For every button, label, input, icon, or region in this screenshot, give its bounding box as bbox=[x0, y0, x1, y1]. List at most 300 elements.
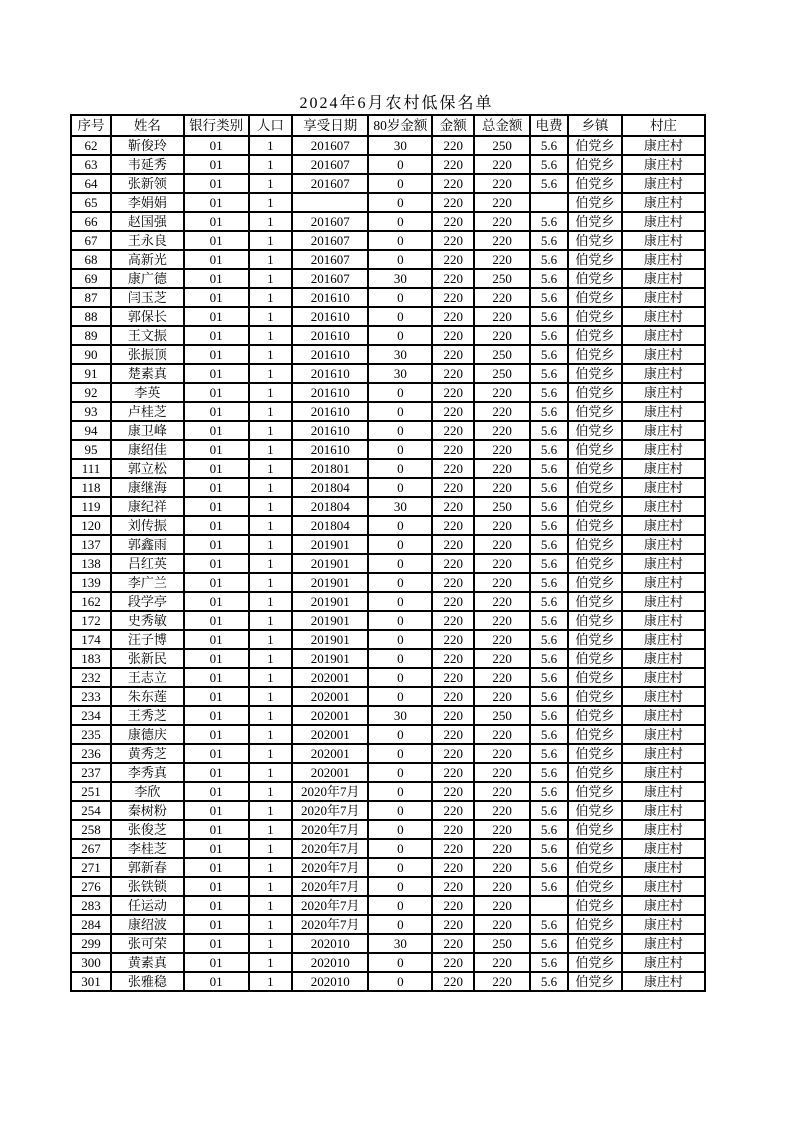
table-row bbox=[71, 459, 705, 478]
table-cell: 5.6 bbox=[530, 573, 568, 592]
table-cell: 1 bbox=[249, 839, 293, 858]
table-cell: 康庄村 bbox=[622, 288, 705, 307]
table-cell: 01 bbox=[184, 459, 249, 478]
table-cell: 1 bbox=[249, 953, 293, 972]
table-cell: 139 bbox=[71, 573, 111, 592]
table-cell: 201610 bbox=[292, 383, 368, 402]
table-cell: 5.6 bbox=[530, 877, 568, 896]
table-cell: 1 bbox=[249, 763, 293, 782]
table-cell: 220 bbox=[474, 554, 530, 573]
table-cell: 王志立 bbox=[111, 668, 184, 687]
table-cell: 271 bbox=[71, 858, 111, 877]
table-cell: 202001 bbox=[292, 706, 368, 725]
table-cell: 康庄村 bbox=[622, 155, 705, 174]
table-cell: 220 bbox=[432, 630, 474, 649]
table-cell: 1 bbox=[249, 307, 293, 326]
table-cell: 黄秀芝 bbox=[111, 744, 184, 763]
table-cell: 康庄村 bbox=[622, 896, 705, 915]
table-cell: 220 bbox=[432, 820, 474, 839]
table-cell: 01 bbox=[184, 326, 249, 345]
column-header: 总金额 bbox=[474, 115, 530, 136]
table-cell: 201607 bbox=[292, 136, 368, 155]
table-cell: 220 bbox=[474, 383, 530, 402]
table-cell: 220 bbox=[432, 896, 474, 915]
table-cell: 220 bbox=[474, 820, 530, 839]
table-cell bbox=[530, 896, 568, 915]
table-cell: 220 bbox=[432, 440, 474, 459]
table-cell: 伯党乡 bbox=[568, 573, 622, 592]
table-cell: 0 bbox=[368, 972, 432, 991]
table-cell: 0 bbox=[368, 839, 432, 858]
table-cell: 5.6 bbox=[530, 459, 568, 478]
table-cell: 250 bbox=[474, 136, 530, 155]
table-cell: 0 bbox=[368, 250, 432, 269]
table-cell: 1 bbox=[249, 193, 293, 212]
table-cell: 5.6 bbox=[530, 421, 568, 440]
table-cell: 01 bbox=[184, 155, 249, 174]
table-cell: 254 bbox=[71, 801, 111, 820]
table-cell: 202001 bbox=[292, 744, 368, 763]
table-cell: 伯党乡 bbox=[568, 307, 622, 326]
table-cell: 5.6 bbox=[530, 972, 568, 991]
table-cell: 1 bbox=[249, 706, 293, 725]
table-cell: 伯党乡 bbox=[568, 687, 622, 706]
table-cell: 伯党乡 bbox=[568, 896, 622, 915]
table-cell: 201607 bbox=[292, 231, 368, 250]
table-cell: 5.6 bbox=[530, 174, 568, 193]
table-row bbox=[71, 364, 705, 383]
table-cell: 0 bbox=[368, 155, 432, 174]
welfare-roster-table bbox=[70, 114, 706, 992]
table-cell: 0 bbox=[368, 516, 432, 535]
table-row bbox=[71, 706, 705, 725]
table-cell: 1 bbox=[249, 668, 293, 687]
table-cell: 伯党乡 bbox=[568, 440, 622, 459]
table-cell: 康庄村 bbox=[622, 839, 705, 858]
table-cell: 220 bbox=[474, 516, 530, 535]
table-cell: 楚素真 bbox=[111, 364, 184, 383]
table-cell: 1 bbox=[249, 326, 293, 345]
table-cell: 201610 bbox=[292, 421, 368, 440]
table-cell: 30 bbox=[368, 345, 432, 364]
table-cell: 康卫峰 bbox=[111, 421, 184, 440]
table-cell: 康庄村 bbox=[622, 668, 705, 687]
table-cell: 0 bbox=[368, 326, 432, 345]
table-cell: 220 bbox=[432, 459, 474, 478]
table-cell: 段学亭 bbox=[111, 592, 184, 611]
table-cell: 01 bbox=[184, 953, 249, 972]
table-cell: 2020年7月 bbox=[292, 877, 368, 896]
table-cell: 220 bbox=[432, 383, 474, 402]
table-cell: 220 bbox=[432, 858, 474, 877]
table-cell: 201607 bbox=[292, 155, 368, 174]
table-cell: 202001 bbox=[292, 668, 368, 687]
table-cell: 5.6 bbox=[530, 630, 568, 649]
table-cell: 伯党乡 bbox=[568, 592, 622, 611]
table-cell: 1 bbox=[249, 231, 293, 250]
table-cell: 220 bbox=[432, 744, 474, 763]
table-cell: 201804 bbox=[292, 497, 368, 516]
table-cell: 康庄村 bbox=[622, 611, 705, 630]
table-cell: 220 bbox=[474, 896, 530, 915]
table-cell: 88 bbox=[71, 307, 111, 326]
table-cell: 201901 bbox=[292, 592, 368, 611]
table-row bbox=[71, 630, 705, 649]
table-cell: 康庄村 bbox=[622, 364, 705, 383]
table-cell: 0 bbox=[368, 953, 432, 972]
table-cell: 伯党乡 bbox=[568, 611, 622, 630]
table-cell: 5.6 bbox=[530, 212, 568, 231]
table-cell: 267 bbox=[71, 839, 111, 858]
table-cell: 0 bbox=[368, 896, 432, 915]
table-cell: 01 bbox=[184, 193, 249, 212]
table-cell: 62 bbox=[71, 136, 111, 155]
table-cell: 康庄村 bbox=[622, 820, 705, 839]
table-cell: 5.6 bbox=[530, 668, 568, 687]
table-cell: 康庄村 bbox=[622, 212, 705, 231]
column-header: 序号 bbox=[71, 115, 111, 136]
table-cell: 5.6 bbox=[530, 611, 568, 630]
table-cell: 250 bbox=[474, 364, 530, 383]
table-cell: 伯党乡 bbox=[568, 155, 622, 174]
table-cell: 201901 bbox=[292, 573, 368, 592]
table-cell: 300 bbox=[71, 953, 111, 972]
table-cell: 201901 bbox=[292, 535, 368, 554]
table-cell: 5.6 bbox=[530, 326, 568, 345]
table-cell: 1 bbox=[249, 478, 293, 497]
table-cell: 220 bbox=[474, 592, 530, 611]
table-cell: 64 bbox=[71, 174, 111, 193]
table-cell: 201610 bbox=[292, 307, 368, 326]
table-cell: 康庄村 bbox=[622, 497, 705, 516]
table-cell: 郭保长 bbox=[111, 307, 184, 326]
table-cell: 1 bbox=[249, 649, 293, 668]
table-cell: 1 bbox=[249, 136, 293, 155]
table-row bbox=[71, 668, 705, 687]
table-cell: 220 bbox=[474, 421, 530, 440]
table-cell: 康绍佳 bbox=[111, 440, 184, 459]
table-cell: 1 bbox=[249, 459, 293, 478]
table-cell: 5.6 bbox=[530, 231, 568, 250]
table-row bbox=[71, 535, 705, 554]
table-cell: 174 bbox=[71, 630, 111, 649]
table-cell: 284 bbox=[71, 915, 111, 934]
table-cell: 220 bbox=[474, 611, 530, 630]
table-cell: 01 bbox=[184, 972, 249, 991]
table-cell: 康庄村 bbox=[622, 934, 705, 953]
table-cell: 康庄村 bbox=[622, 250, 705, 269]
table-cell: 郭鑫雨 bbox=[111, 535, 184, 554]
table-cell: 250 bbox=[474, 934, 530, 953]
table-cell: 220 bbox=[432, 706, 474, 725]
table-cell: 01 bbox=[184, 839, 249, 858]
table-cell: 1 bbox=[249, 801, 293, 820]
table-cell: 220 bbox=[474, 763, 530, 782]
table-cell: 5.6 bbox=[530, 839, 568, 858]
table-cell: 92 bbox=[71, 383, 111, 402]
table-cell: 康庄村 bbox=[622, 725, 705, 744]
table-cell: 01 bbox=[184, 725, 249, 744]
table-cell: 康庄村 bbox=[622, 421, 705, 440]
table-cell: 0 bbox=[368, 820, 432, 839]
table-cell: 5.6 bbox=[530, 288, 568, 307]
column-header: 80岁金额 bbox=[368, 115, 432, 136]
table-cell: 1 bbox=[249, 934, 293, 953]
table-cell: 伯党乡 bbox=[568, 554, 622, 573]
table-cell: 0 bbox=[368, 611, 432, 630]
table-cell: 康纪祥 bbox=[111, 497, 184, 516]
table-cell: 0 bbox=[368, 801, 432, 820]
table-cell: 5.6 bbox=[530, 497, 568, 516]
table-cell: 120 bbox=[71, 516, 111, 535]
table-cell: 康庄村 bbox=[622, 763, 705, 782]
column-header: 金额 bbox=[432, 115, 474, 136]
table-cell: 202010 bbox=[292, 972, 368, 991]
table-cell: 01 bbox=[184, 440, 249, 459]
table-cell: 220 bbox=[432, 136, 474, 155]
table-cell: 5.6 bbox=[530, 953, 568, 972]
table-cell: 康庄村 bbox=[622, 383, 705, 402]
table-cell: 283 bbox=[71, 896, 111, 915]
table-cell: 250 bbox=[474, 345, 530, 364]
table-cell: 119 bbox=[71, 497, 111, 516]
table-cell: 89 bbox=[71, 326, 111, 345]
table-cell: 220 bbox=[432, 269, 474, 288]
table-cell: 01 bbox=[184, 744, 249, 763]
table-row bbox=[71, 858, 705, 877]
table-cell: 康庄村 bbox=[622, 535, 705, 554]
table-cell: 汪子博 bbox=[111, 630, 184, 649]
table-cell: 康庄村 bbox=[622, 687, 705, 706]
table-cell: 康庄村 bbox=[622, 269, 705, 288]
column-header: 电费 bbox=[530, 115, 568, 136]
table-cell: 康庄村 bbox=[622, 478, 705, 497]
table-row bbox=[71, 402, 705, 421]
table-cell: 1 bbox=[249, 744, 293, 763]
table-cell: 康庄村 bbox=[622, 459, 705, 478]
table-cell: 201610 bbox=[292, 402, 368, 421]
table-cell: 伯党乡 bbox=[568, 231, 622, 250]
table-cell: 234 bbox=[71, 706, 111, 725]
table-cell: 220 bbox=[474, 915, 530, 934]
table-cell: 68 bbox=[71, 250, 111, 269]
table-cell: 1 bbox=[249, 725, 293, 744]
table-cell: 69 bbox=[71, 269, 111, 288]
table-cell: 5.6 bbox=[530, 820, 568, 839]
table-cell: 01 bbox=[184, 687, 249, 706]
table-cell: 康庄村 bbox=[622, 953, 705, 972]
table-cell: 0 bbox=[368, 573, 432, 592]
table-cell: 201901 bbox=[292, 649, 368, 668]
table-cell: 2020年7月 bbox=[292, 915, 368, 934]
table-cell: 201610 bbox=[292, 326, 368, 345]
column-header: 姓名 bbox=[111, 115, 184, 136]
table-row bbox=[71, 440, 705, 459]
table-cell: 朱东莲 bbox=[111, 687, 184, 706]
table-cell: 康庄村 bbox=[622, 592, 705, 611]
table-cell: 220 bbox=[474, 478, 530, 497]
table-cell: 201610 bbox=[292, 440, 368, 459]
table-cell: 220 bbox=[474, 174, 530, 193]
table-cell: 01 bbox=[184, 535, 249, 554]
table-cell: 220 bbox=[432, 554, 474, 573]
table-cell: 张振顶 bbox=[111, 345, 184, 364]
table-cell: 伯党乡 bbox=[568, 820, 622, 839]
table-row bbox=[71, 725, 705, 744]
table-cell: 1 bbox=[249, 212, 293, 231]
table-cell: 0 bbox=[368, 649, 432, 668]
table-cell: 220 bbox=[432, 155, 474, 174]
table-cell: 01 bbox=[184, 307, 249, 326]
table-cell: 王文振 bbox=[111, 326, 184, 345]
table-cell: 1 bbox=[249, 250, 293, 269]
table-cell: 220 bbox=[474, 630, 530, 649]
table-cell: 220 bbox=[474, 288, 530, 307]
table-cell: 66 bbox=[71, 212, 111, 231]
table-cell: 5.6 bbox=[530, 155, 568, 174]
table-cell: 5.6 bbox=[530, 345, 568, 364]
table-cell: 5.6 bbox=[530, 915, 568, 934]
table-cell: 220 bbox=[474, 801, 530, 820]
table-cell: 202010 bbox=[292, 953, 368, 972]
table-row bbox=[71, 649, 705, 668]
table-cell: 伯党乡 bbox=[568, 421, 622, 440]
table-row bbox=[71, 383, 705, 402]
table-cell: 5.6 bbox=[530, 478, 568, 497]
table-cell: 220 bbox=[432, 668, 474, 687]
table-row bbox=[71, 687, 705, 706]
table-cell: 伯党乡 bbox=[568, 326, 622, 345]
table-cell: 1 bbox=[249, 174, 293, 193]
table-cell: 张俊芝 bbox=[111, 820, 184, 839]
table-cell: 1 bbox=[249, 611, 293, 630]
table-cell: 258 bbox=[71, 820, 111, 839]
table-cell: 伯党乡 bbox=[568, 877, 622, 896]
table-cell: 201801 bbox=[292, 459, 368, 478]
table-cell: 220 bbox=[432, 535, 474, 554]
table-cell: 5.6 bbox=[530, 364, 568, 383]
table-cell: 220 bbox=[474, 212, 530, 231]
table-row bbox=[71, 972, 705, 991]
table-cell: 220 bbox=[432, 326, 474, 345]
table-cell: 康庄村 bbox=[622, 307, 705, 326]
table-cell: 65 bbox=[71, 193, 111, 212]
table-cell: 90 bbox=[71, 345, 111, 364]
table-cell: 01 bbox=[184, 497, 249, 516]
table-cell: 伯党乡 bbox=[568, 478, 622, 497]
table-cell: 康庄村 bbox=[622, 193, 705, 212]
table-cell: 220 bbox=[432, 250, 474, 269]
table-cell: 黄素真 bbox=[111, 953, 184, 972]
table-cell: 236 bbox=[71, 744, 111, 763]
table-row bbox=[71, 782, 705, 801]
table-cell: 5.6 bbox=[530, 383, 568, 402]
table-cell: 康庄村 bbox=[622, 573, 705, 592]
table-cell: 郭新春 bbox=[111, 858, 184, 877]
table-cell: 史秀敏 bbox=[111, 611, 184, 630]
table-cell: 220 bbox=[432, 193, 474, 212]
table-cell: 伯党乡 bbox=[568, 972, 622, 991]
table-cell: 1 bbox=[249, 440, 293, 459]
table-cell: 183 bbox=[71, 649, 111, 668]
table-cell: 伯党乡 bbox=[568, 801, 622, 820]
table-cell: 0 bbox=[368, 782, 432, 801]
table-cell: 伯党乡 bbox=[568, 706, 622, 725]
table-cell: 5.6 bbox=[530, 934, 568, 953]
table-cell: 康庄村 bbox=[622, 554, 705, 573]
table-row bbox=[71, 269, 705, 288]
column-header: 村庄 bbox=[622, 115, 705, 136]
table-cell: 0 bbox=[368, 421, 432, 440]
table-cell: 0 bbox=[368, 307, 432, 326]
table-cell: 5.6 bbox=[530, 687, 568, 706]
table-cell: 220 bbox=[432, 687, 474, 706]
table-cell: 01 bbox=[184, 630, 249, 649]
table-cell: 伯党乡 bbox=[568, 402, 622, 421]
table-cell: 01 bbox=[184, 706, 249, 725]
table-cell: 220 bbox=[432, 212, 474, 231]
table-cell: 201610 bbox=[292, 345, 368, 364]
table-cell: 1 bbox=[249, 345, 293, 364]
table-cell: 2020年7月 bbox=[292, 801, 368, 820]
table-cell: 01 bbox=[184, 611, 249, 630]
table-cell: 220 bbox=[432, 839, 474, 858]
table-cell: 康庄村 bbox=[622, 649, 705, 668]
table-row bbox=[71, 953, 705, 972]
table-row bbox=[71, 801, 705, 820]
table-cell: 韦延秀 bbox=[111, 155, 184, 174]
table-cell: 5.6 bbox=[530, 535, 568, 554]
table-cell: 2020年7月 bbox=[292, 896, 368, 915]
table-cell: 伯党乡 bbox=[568, 193, 622, 212]
table-cell: 220 bbox=[474, 573, 530, 592]
table-cell: 0 bbox=[368, 877, 432, 896]
table-cell: 5.6 bbox=[530, 307, 568, 326]
table-cell: 01 bbox=[184, 820, 249, 839]
table-cell: 伯党乡 bbox=[568, 516, 622, 535]
table-cell: 118 bbox=[71, 478, 111, 497]
table-cell: 201610 bbox=[292, 364, 368, 383]
table-cell: 0 bbox=[368, 478, 432, 497]
table-cell: 张铁锁 bbox=[111, 877, 184, 896]
table-cell: 01 bbox=[184, 250, 249, 269]
table-cell: 01 bbox=[184, 364, 249, 383]
table-cell: 0 bbox=[368, 915, 432, 934]
table-cell: 0 bbox=[368, 440, 432, 459]
table-cell: 张可荣 bbox=[111, 934, 184, 953]
table-cell: 伯党乡 bbox=[568, 744, 622, 763]
table-cell: 220 bbox=[474, 744, 530, 763]
table-cell: 233 bbox=[71, 687, 111, 706]
table-cell: 01 bbox=[184, 136, 249, 155]
table-row bbox=[71, 896, 705, 915]
table-cell: 63 bbox=[71, 155, 111, 174]
table-cell: 01 bbox=[184, 649, 249, 668]
table-cell: 0 bbox=[368, 288, 432, 307]
table-cell: 250 bbox=[474, 269, 530, 288]
table-cell: 01 bbox=[184, 383, 249, 402]
table-cell: 伯党乡 bbox=[568, 763, 622, 782]
table-cell: 2020年7月 bbox=[292, 820, 368, 839]
table-cell: 250 bbox=[474, 497, 530, 516]
table-cell: 1 bbox=[249, 383, 293, 402]
table-cell: 220 bbox=[474, 687, 530, 706]
table-cell: 01 bbox=[184, 421, 249, 440]
table-cell: 0 bbox=[368, 231, 432, 250]
table-cell: 康庄村 bbox=[622, 706, 705, 725]
table-cell: 0 bbox=[368, 459, 432, 478]
table-row bbox=[71, 250, 705, 269]
